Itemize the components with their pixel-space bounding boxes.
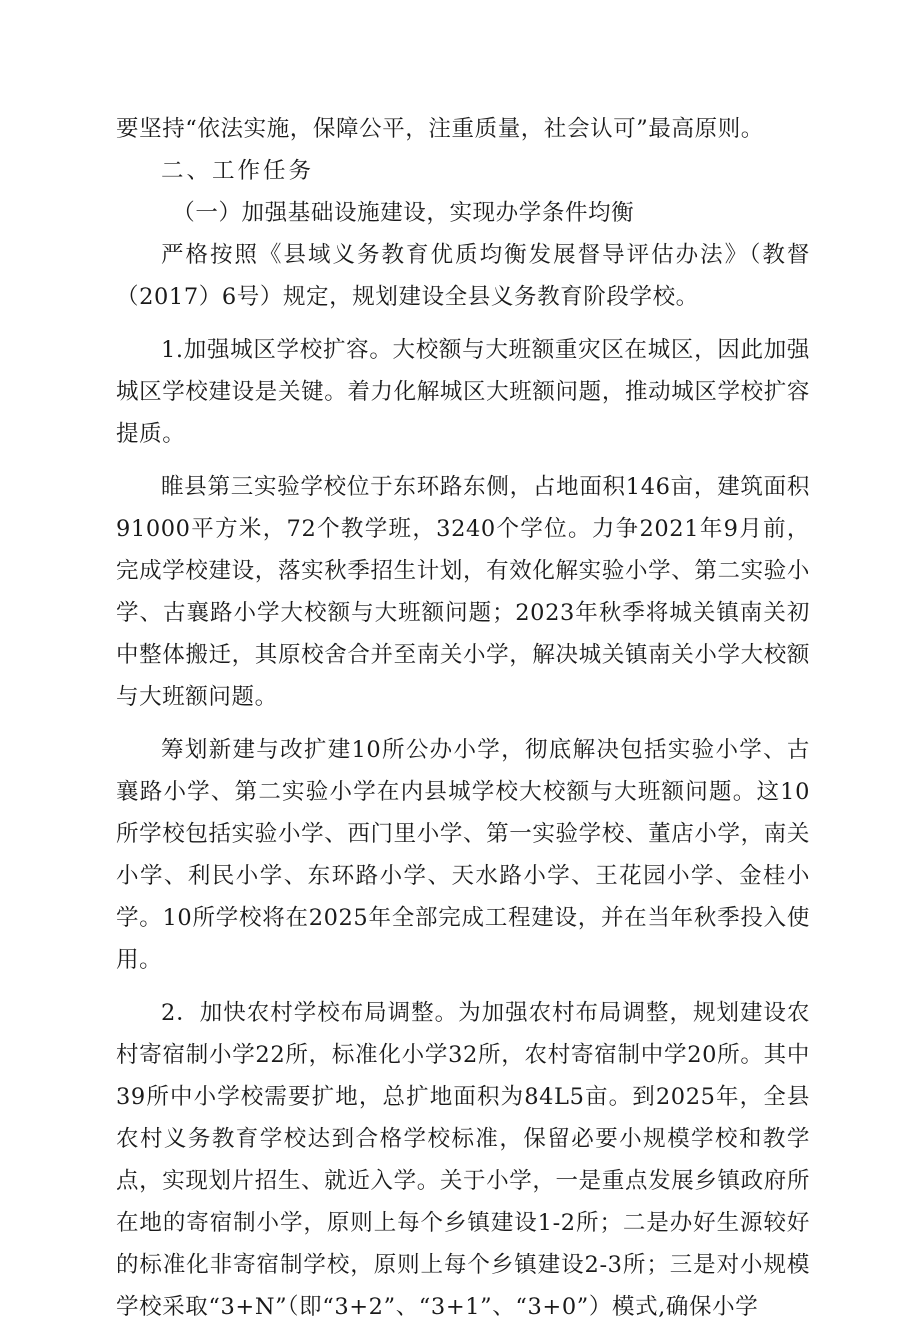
subsection-heading-infrastructure: （一）加强基础设施建设，实现办学条件均衡 xyxy=(172,200,635,226)
paragraph-urban-expansion: 1.加强城区学校扩容。大校额与大班额重灾区在城区，因此加强城区学校建设是关键。着力化解城区大班额问题，推动城区学校扩容提质。 xyxy=(116,337,810,447)
paragraph-regulation: 严格按照《县域义务教育优质均衡发展督导评估办法》（教督（2017）6号）规定，规划建设全县义务教育阶段学校。 xyxy=(116,242,810,310)
section-heading-work-tasks: 二、工作任务 xyxy=(161,158,315,184)
paragraph-ten-primary-schools: 筹划新建与改扩建10所公办小学，彻底解决包括实验小学、古襄路小学、第二实验小学在内县城学校大校额与大班额问题。这10所学校包括实验小学、西门里小学、第一实验学校、董店小学，南关小学、利民小学、东环路小学、天水路小学、王花园小学、金桂小学。10所学校将在2025年全部完成工程建设，并在当年秋季投入使用。 xyxy=(116,737,810,973)
paragraph-third-experimental-school: 睢县第三实验学校位于东环路东侧，占地面积146亩，建筑面积91000平方米，72个教学班，3240个学位。力争2021年9月前，完成学校建设，落实秋季招生计划，有效化解实验小学、第二实验小学、古襄路小学大校额与大班额问题；2023年秋季将城关镇南关初中整体搬迁，其原校舍合并至南关小学，解决城关镇南关小学大校额与大班额问题。 xyxy=(116,474,810,710)
paragraph-principle: 要坚持“依法实施，保障公平，注重质量，社会认可”最高原则。 xyxy=(116,116,764,142)
document-body xyxy=(116,108,810,1328)
paragraph-rural-layout: 2．加快农村学校布局调整。为加强农村布局调整，规划建设农村寄宿制小学22所，标准化小学32所，农村寄宿制中学20所。其中39所中小学校需要扩地，总扩地面积为84L5亩。到2025年，全县农村义务教育学校达到合格学校标准，保留必要小规模学校和教学点，实现划片招生、就近入学。关于小学，一是重点发展乡镇政府所在地的寄宿制小学，原则上每个乡镇建设1-2所；二是办好生源较好的标准化非寄宿制学校，原则上每个乡镇建设2-3所；三是对小规模学校采取“3+N”（即“3+2”、“3+1”、“3+0”）模式,确保小学 xyxy=(116,1000,810,1320)
